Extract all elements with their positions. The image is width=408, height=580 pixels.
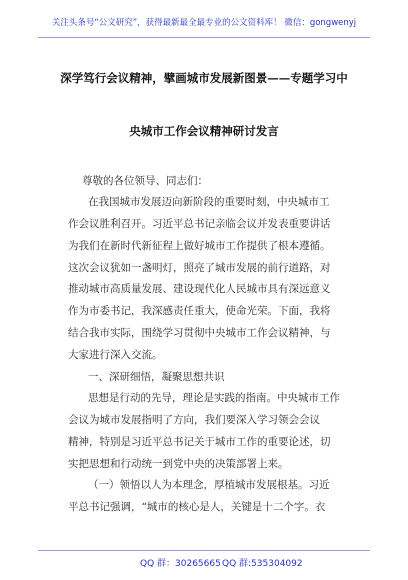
footer-qq-group-2: QQ 群:535304092 xyxy=(222,559,303,569)
body-line: 会议为城市发展指明了方向，我们要深入学习领会会议 xyxy=(68,414,320,426)
body-line: 实把思想和行动统一到党中央的决策部署上来。 xyxy=(68,458,289,470)
body-line: 尊敬的各位领导、同志们： xyxy=(82,175,208,187)
body-line: 在我国城市发展迈向新阶段的重要时刻，中央城市工 xyxy=(88,196,330,208)
body-line: 一、深研细悟，凝聚思想共识 xyxy=(88,371,225,383)
body-line: 平总书记强调，“城市的核心是人，关键是十二个字。衣 xyxy=(68,501,326,513)
body-line: 作为市委书记，我深感责任重大，使命光荣。下面，我将 xyxy=(68,305,331,317)
header-divider xyxy=(38,37,370,38)
body-line: 作会议胜利召开。习近平总书记亲临会议并发表重要讲话 xyxy=(68,218,331,230)
body-line: （一）领悟以人为本理念，厚植城市发展根基。习近 xyxy=(88,479,330,491)
document-title-line-2: 央城市工作会议精神研讨发言 xyxy=(129,124,279,138)
body-line: 大家进行深入交流。 xyxy=(68,349,163,361)
body-line: 这次会议犹如一盏明灯，照亮了城市发展的前行道路，对 xyxy=(68,262,331,274)
footer-qq-group-1: QQ 群：30265665 xyxy=(140,559,221,569)
body-line: 结合我市实际，围绕学习贯彻中央城市工作会议精神，与 xyxy=(68,327,331,339)
body-line: 为我们在新时代新征程上做好城市工作提供了根本遵循。 xyxy=(68,240,331,252)
header-banner: 关注头条号“公文研究”，获得最新最全最专业的公文资料库！ 微信：gongwenyj xyxy=(51,18,357,28)
body-line: 推动城市高质量发展、建设现代化人民城市具有深远意义 xyxy=(68,283,331,295)
document-title-line-1: 深学笃行会议精神，擘画城市发展新图景——专题学习中 xyxy=(60,71,348,85)
body-line: 精神，特别是习近平总书记关于城市工作的重要论述，切 xyxy=(68,436,331,448)
footer-divider xyxy=(38,550,370,551)
body-line: 思想是行动的先导，理论是实践的指南。中央城市工作 xyxy=(88,392,340,404)
